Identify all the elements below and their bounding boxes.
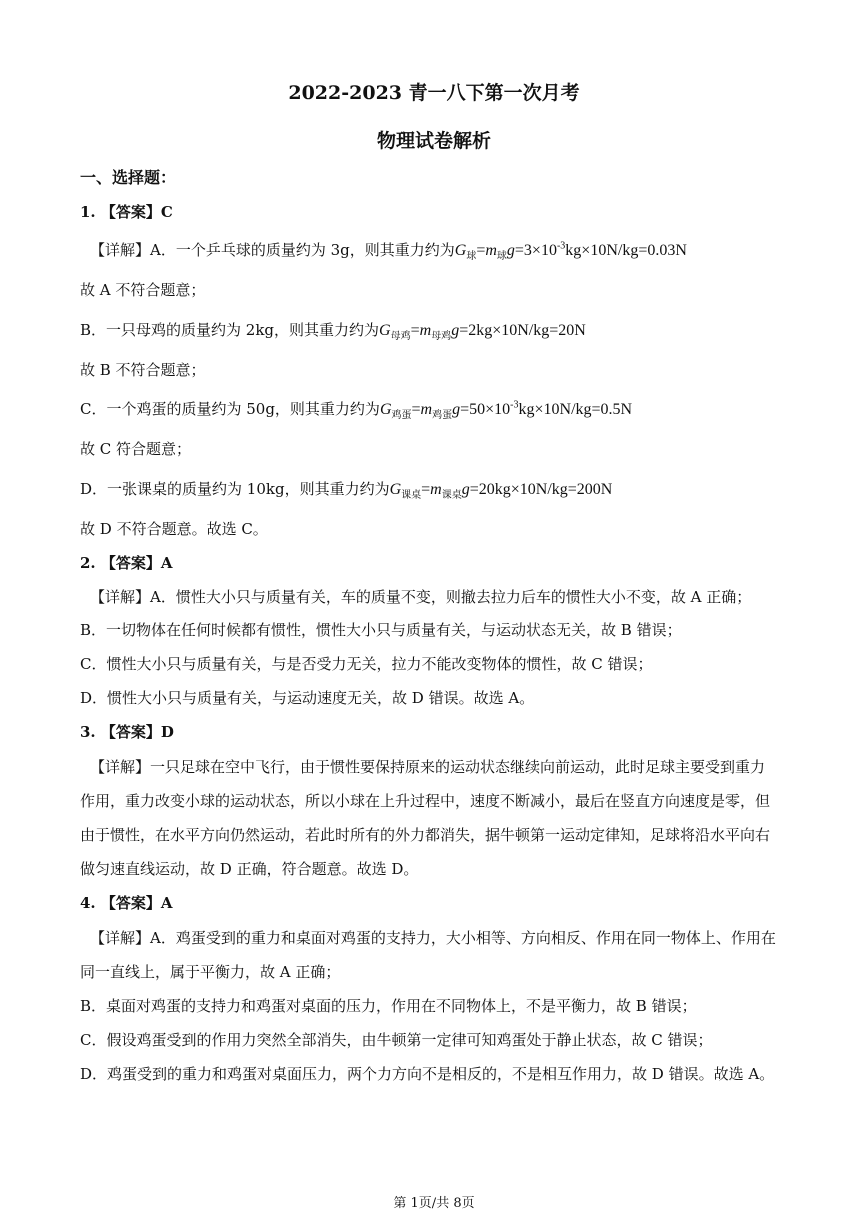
q3-line: 作用，重力改变小球的运动状态，所以小球在上升过程中，速度不断减小，最后在竖直方向速度是零，但 [80,792,771,810]
q3-line: 由于惯性，在水平方向仍然运动，若此时所有的外力都消失，据牛顿第一运动定律知，足球将沿水平向右 [80,826,771,844]
q1-b-result: 故 B 不符合题意； [80,361,206,379]
q4-line: D．鸡蛋受到的重力和鸡蛋对桌面压力，两个力方向不是相反的，不是相互作用力，故 D 错误。故选 A。 [80,1065,775,1083]
q2-answer: 2. 【答案】A [80,554,173,572]
q4-line: C．假设鸡蛋受到的作用力突然全部消失，由牛顿第一定律可知鸡蛋处于静止状态，故 C 错误； [80,1031,713,1049]
q1-d-result: 故 D 不符合题意。故选 C。 [80,520,268,538]
q4-answer: 4. 【答案】A [80,894,173,912]
q2-line: 【详解】A．惯性大小只与质量有关，车的质量不变，则撤去拉力后车的惯性大小不变，故 A 正确； [90,588,752,606]
q1-b-line: B．一只母鸡的质量约为 2kg，则其重力约为$G_{母鸡}=m_{母鸡}g=2kg\times 10N/kg=20N$ [80,321,586,343]
q4-line: 【详解】A．鸡蛋受到的重力和桌面对鸡蛋的支持力，大小相等、方向相反、作用在同一物体上、作用在 [90,929,776,947]
q1-answer: 1. 【答案】C [80,203,173,221]
q4-line: 同一直线上，属于平衡力，故 A 正确； [80,963,341,981]
q1-d-text: D．一张课桌的质量约为 10kg，则其重力约为 [80,480,390,498]
q1-a-result: 故 A 不符合题意； [80,281,206,299]
q2-line: B．一切物体在任何时候都有惯性，惯性大小只与质量有关，与运动状态无关，故 B 错误； [80,621,682,639]
q1-c-line: C．一个鸡蛋的质量约为 50g，则其重力约为$G_{鸡蛋}=m_{鸡蛋}g=50\times 10^{-3}kg\times 10N/kg=0.5N$ [80,399,633,422]
section-heading: 一、选择题： [80,168,177,187]
page-title: 2022-2023 青一八下第一次月考 [288,82,580,104]
q4-line: B．桌面对鸡蛋的支持力和鸡蛋对桌面的压力，作用在不同物体上，不是平衡力，故 B 错误； [80,997,697,1015]
q2-line: D．惯性大小只与质量有关，与运动速度无关，故 D 错误。故选 A。 [80,689,535,707]
page-subtitle: 物理试卷解析 [376,130,491,152]
q1-a-text: 【详解】A．一个乒乓球的质量约为 3g，则其重力约为 [90,241,455,259]
q1-c-result: 故 C 符合题意； [80,440,192,458]
q2-line: C．惯性大小只与质量有关，与是否受力无关，拉力不能改变物体的惯性，故 C 错误； [80,655,653,673]
q1-c-text: C．一个鸡蛋的质量约为 50g，则其重力约为 [80,400,380,418]
page-footer: 第 1页/共 8页 [393,1196,475,1211]
q1-b-text: B．一只母鸡的质量约为 2kg，则其重力约为 [80,321,380,339]
q3-line: 做匀速直线运动，故 D 正确，符合题意。故选 D。 [80,860,419,878]
q1-a-line: 【详解】A．一个乒乓球的质量约为 3g，则其重力约为$G_球=m_球g=3\times 10^{-3}kg\times 10N/kg=0.03N$ [90,240,687,263]
q3-line: 【详解】一只足球在空中飞行，由于惯性要保持原来的运动状态继续向前运动，此时足球主要受到重力 [90,758,766,776]
q3-answer: 3. 【答案】D [80,723,174,741]
q1-d-line: D．一张课桌的质量约为 10kg，则其重力约为$G_{课桌}=m_{课桌}g=20kg\times 10N/kg=200N$ [80,480,613,502]
